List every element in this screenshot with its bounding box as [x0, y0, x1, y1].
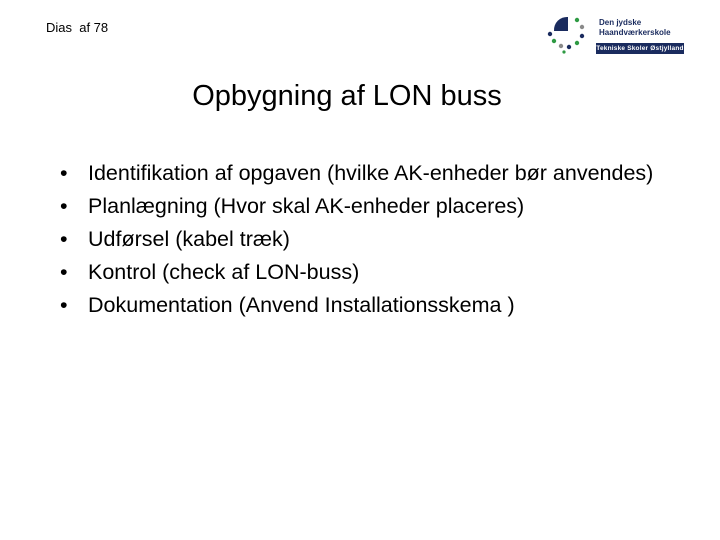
bullet-text: Identifikation af opgaven (hvilke AK-enheder bør anvendes): [88, 161, 654, 185]
dotted-circle-logo-icon: [544, 11, 590, 55]
bullet-text: Planlægning (Hvor skal AK-enheder placeres): [88, 194, 525, 218]
slide-counter: Dias af 78: [46, 20, 109, 35]
bullet-dot-icon: •: [60, 260, 68, 284]
bullet-item: [60, 223, 700, 256]
bullet-text: Udførsel (kabel træk): [88, 227, 290, 251]
bullet-dot-icon: •: [60, 293, 68, 317]
logo-name-line1: Den jydske: [599, 18, 642, 27]
bullet-item: [60, 157, 700, 190]
bullet-dot-icon: •: [60, 227, 68, 251]
logo-tagline: Tekniske Skoler Østjylland: [596, 45, 684, 52]
bullet-item: [60, 289, 700, 322]
bullet-text: Dokumentation (Anvend Installationsskema ): [88, 293, 515, 317]
bullet-dot-icon: •: [60, 161, 68, 185]
bullet-dot-icon: •: [60, 194, 68, 218]
bullet-list: [60, 157, 700, 322]
slide-title: Opbygning af LON buss: [192, 80, 502, 112]
bullet-text: Kontrol (check af LON-buss): [88, 260, 360, 284]
logo-name-line2: Haandværkerskole: [599, 28, 671, 37]
school-logo: [544, 11, 686, 55]
bullet-item: [60, 190, 700, 223]
bullet-item: [60, 256, 700, 289]
